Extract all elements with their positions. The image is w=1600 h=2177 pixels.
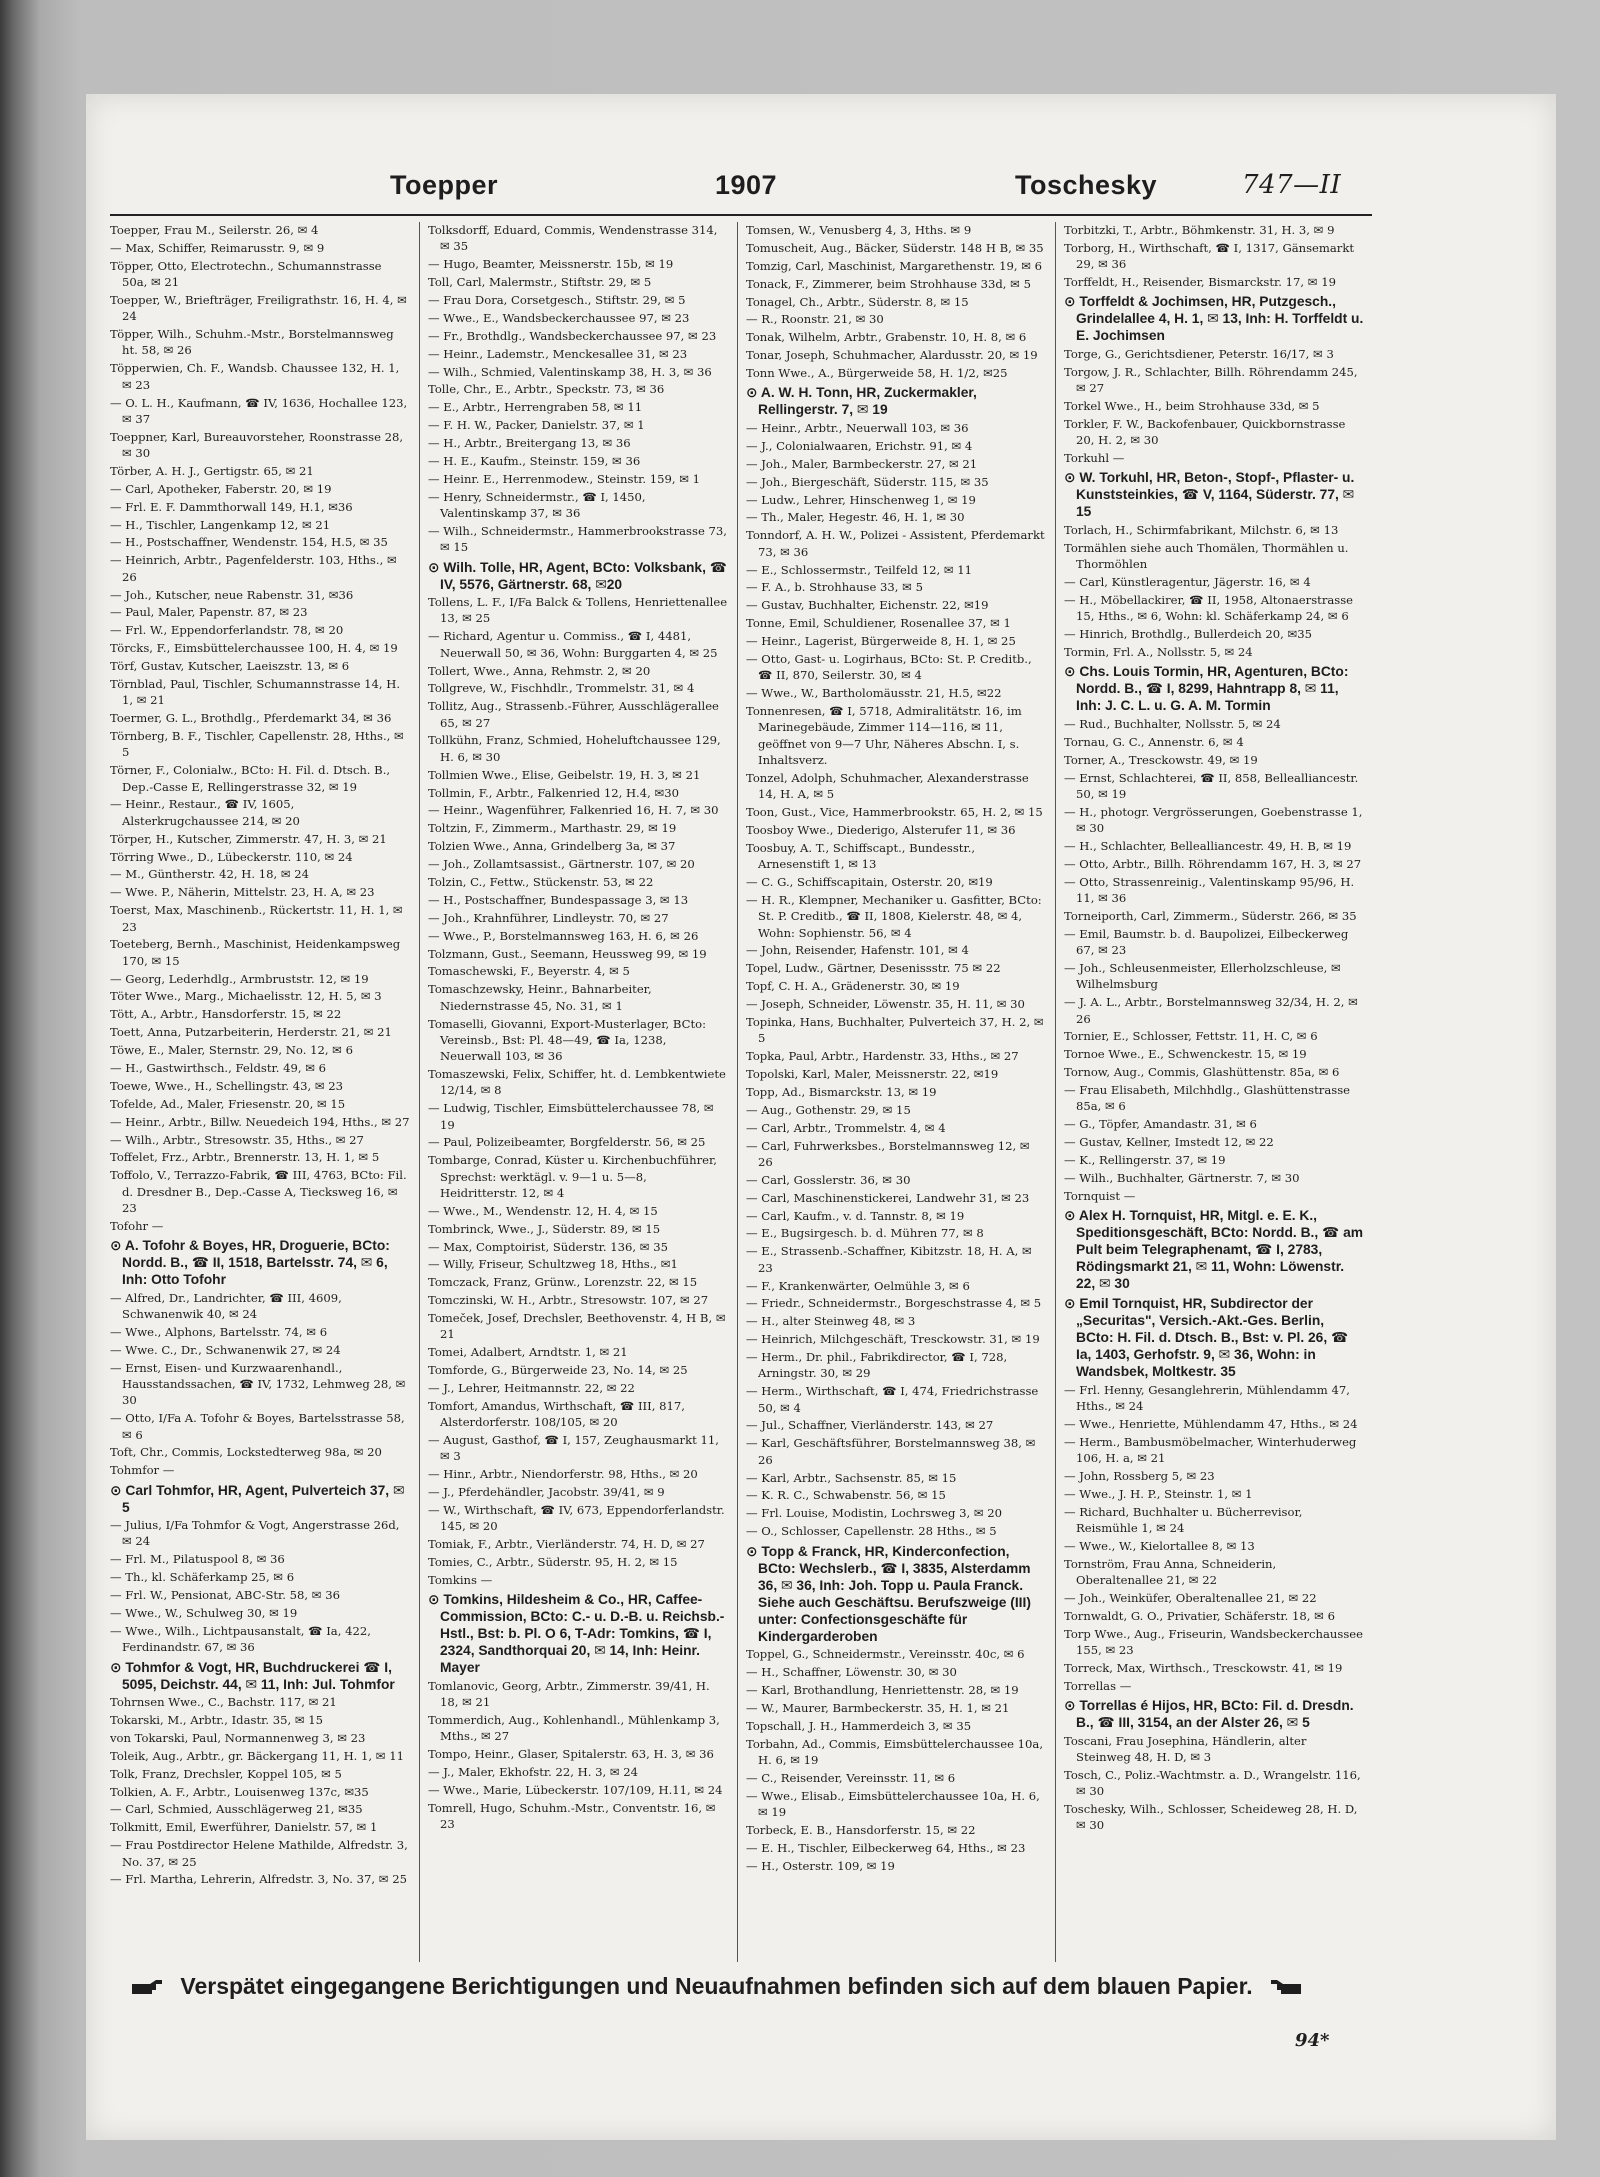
directory-entry: — Carl, Fuhrwerksbes., Borstelmannsweg 12, ✉ 26 [746,1138,1030,1169]
directory-entry: Toermer, G. L., Brothdlg., Pferdemarkt 34, ✉ 36 [110,711,392,726]
header-rule [110,214,1372,216]
directory-entry: Tomkins — [428,1573,493,1588]
page-number: 747—II [1242,170,1342,200]
directory-entry: Torreck, Max, Wirthsch., Tresckowstr. 41, ✉ 19 [1064,1661,1343,1676]
directory-entry: Tonagel, Ch., Arbtr., Süderstr. 8, ✉ 15 [746,294,969,309]
directory-entry: Tomzig, Carl, Maschinist, Margarethenstr. 19, ✉ 6 [746,258,1043,273]
directory-entry: Toscani, Frau Josephina, Händlerin, alter Steinweg 48, H. D, ✉ 3 [1064,1733,1307,1765]
directory-entry: — Wwe., Henriette, Mühlendamm 47, Hths., ✉ 24 [1064,1416,1358,1431]
footer-notice-text: Verspätet eingegangene Berichtigungen und Neuaufnahmen befinden sich auf dem blauen Papier. [180,1973,1253,2000]
directory-entry: Tolle, Chr., E., Arbtr., Speckstr. 73, ✉ 36 [428,382,665,397]
directory-entry: — Ludw., Lehrer, Hinschenweg 1, ✉ 19 [746,492,976,507]
directory-entry: — Henry, Schneidermstr., ☎ I, 1450, Valentinskamp 37, ✉ 36 [428,489,646,521]
directory-entry: — Joh., Zollamtsassist., Gärtnerstr. 107, ✉ 20 [428,857,695,872]
directory-entry: Tonn Wwe., A., Bürgerweide 58, H. 1/2, ✉25 [746,366,1008,381]
directory-entry: — Frau Dora, Corsetgesch., Stiftstr. 29, ✉ 5 [428,292,686,307]
directory-entry: Tomies, C., Arbtr., Süderstr. 95, H. 2, ✉ 15 [428,1555,678,1570]
directory-entry: — H. E., Kaufm., Steinstr. 159, ✉ 36 [428,453,641,468]
directory-entry: — Wilh., Arbtr., Stresowstr. 35, Hths., ✉ 27 [110,1132,364,1147]
directory-entry: — F. H. W., Packer, Danielstr. 37, ✉ 1 [428,418,645,433]
directory-entry: Törnblad, Paul, Tischler, Schumannstrasse 14, H. 1, ✉ 21 [110,677,401,708]
directory-entry: — Frl. W., Pensionat, ABC-Str. 58, ✉ 36 [110,1588,340,1603]
directory-entry: — H., Schlachter, Bellealliancestr. 49, H. B, ✉ 19 [1064,839,1352,853]
directory-entry: — Aug., Gothenstr. 29, ✉ 15 [746,1102,911,1117]
directory-entry: — Herm., Dr. phil., Fabrikdirector, ☎ I, 728, Arningstr. 30, ✉ 29 [746,1350,1008,1381]
directory-entry: Tokarski, M., Arbtr., Idastr. 35, ✉ 15 [110,1713,324,1727]
directory-entry: Tomeček, Josef, Drechsler, Beethovenstr. 4, H B, ✉ 21 [428,1311,726,1342]
directory-entry: Töter Wwe., Marg., Michaelisstr. 12, H. 5, ✉ 3 [110,989,382,1004]
directory-entry: Tomsen, W., Venusberg 4, 3, Hths. ✉ 9 [746,223,972,237]
directory-entry: Torlach, H., Schirmfabrikant, Milchstr. 6, ✉ 13 [1064,523,1339,538]
directory-entry: — E., Arbtr., Herrengraben 58, ✉ 11 [428,400,643,415]
page-content [110,150,1372,2060]
directory-entry: Toltzin, F., Zimmerm., Marthastr. 29, ✉ 19 [428,821,677,836]
directory-entry: — Herm., Bambusmöbelmacher, Winterhuderweg 106, H. a, ✉ 21 [1064,1434,1357,1466]
directory-entry: — Joh., Maler, Barmbeckerstr. 27, ✉ 21 [746,456,978,471]
directory-entry: — Paul, Polizeibeamter, Borgfelderstr. 56, ✉ 25 [428,1135,706,1150]
directory-entry: — Wwe., M., Wendenstr. 12, H. 4, ✉ 15 [428,1203,658,1218]
directory-entry: Torkel Wwe., H., beim Strohhause 33d, ✉ 5 [1064,399,1320,414]
directory-entry: Tonar, Joseph, Schuhmacher, Alardusstr. 20, ✉ 19 [746,348,1038,363]
directory-entry: — Ludwig, Tischler, Eimsbüttelerchaussee 78, ✉ 19 [428,1101,714,1132]
directory-entry: Tofelde, Ad., Maler, Friesenstr. 20, ✉ 15 [110,1096,346,1111]
footer-notice [130,1972,1360,2012]
directory-entry: — Rud., Buchhalter, Nollsstr. 5, ✉ 24 [1064,716,1281,731]
directory-entry: — Wwe., E., Wandsbeckerchaussee 97, ✉ 23 [428,310,690,325]
directory-entry: — H., Möbellackirer, ☎ II, 1958, Altonaerstrasse 15, Hths., ✉ 6, Wohn: kl. Schäferkamp 24, ✉ 6 [1064,592,1354,624]
directory-entry: Törnberg, B. F., Tischler, Capellenstr. 28, Hths., ✉ 5 [110,729,404,760]
directory-entry: — Wilh., Schneidermstr., Hammerbrookstrasse 73, ✉ 15 [428,523,727,555]
directory-entry: — Richard, Buchhalter u. Bücherrevisor, Reismühle 1, ✉ 24 [1064,1504,1303,1536]
directory-entry: Toffelet, Frz., Arbtr., Brennerstr. 13, H. 1, ✉ 5 [110,1150,380,1165]
directory-entry: Tomaschewski, F., Beyerstr. 4, ✉ 5 [428,964,630,979]
directory-entry: Tomfort, Amandus, Wirthschaft, ☎ III, 817, Alsterdorferstr. 108/105, ✉ 20 [428,1398,685,1430]
directory-entry: Tolkien, A. F., Arbtr., Louisenweg 137c, ✉35 [110,1784,369,1799]
directory-entry: — Ernst, Eisen- und Kurzwaarenhandl., Hausstandssachen, ☎ IV, 1732, Lehmweg 28, ✉ 30 [110,1360,406,1408]
directory-entry: Tonnenresen, ☎ I, 5718, Admiralitätstr. 16, im Marinegebäude, Zimmer 114—116, ✉ 11, geöffnet von 9—7 Uhr, Näheres Abschn. I, s. Inhaltsverz. [746,704,1022,767]
directory-entry: Tollens, L. F., I/Fa Balck & Tollens, Henriettenallee 13, ✉ 25 [428,595,728,626]
directory-entry: — Joh., Krahnführer, Lindleystr. 70, ✉ 27 [428,910,669,925]
directory-entry: Tornier, E., Schlosser, Fettstr. 11, H. C, ✉ 6 [1064,1029,1318,1044]
directory-entry: Toosbuy, A. T., Schiffscapt., Bundesstr., Arnesenstift 1, ✉ 13 [746,840,976,872]
directory-entry: ⊙ Alex H. Tornquist, HR, Mitgl. e. E. K., Speditionsgeschäft, BCto: Nordd. B., ☎ am Pult beim Telegraphenamt, ☎ I, 2783, Rödingsmarkt 21, ✉ 11, Wohn: Löwenstr. 22, ✉ 30 [1064,1208,1364,1292]
directory-entry: — Carl, Arbtr., Trommelstr. 4, ✉ 4 [746,1120,946,1135]
directory-entry: ⊙ Tohmfor & Vogt, HR, Buchdruckerei ☎ I, 5095, Deichstr. 44, ✉ 11, Inh: Jul. Tohmfor [110,1659,395,1692]
directory-entry: ⊙ Torffeldt & Jochimsen, HR, Putzgesch., Grindelallee 4, H. 1, ✉ 13, Inh: H. Torffeldt u. E. Jochimsen [1064,294,1364,344]
directory-entry: Tolk, Franz, Drechsler, Koppel 105, ✉ 5 [110,1766,342,1781]
column-divider [737,222,738,1962]
directory-entry: — Hugo, Beamter, Meissnerstr. 15b, ✉ 19 [428,257,674,272]
directory-entry: — Richard, Agentur u. Commiss., ☎ I, 4481, Neuerwall 50, ✉ 36, Wohn: Burggarten 4, ✉ 25 [428,629,718,660]
directory-entry: — Heinr., Wagenführer, Falkenried 16, H. 7, ✉ 30 [428,803,719,818]
directory-entry: — Wwe., Wilh., Lichtpausanstalt, ☎ Ia, 422, Ferdinandstr. 67, ✉ 36 [110,1623,371,1655]
directory-entry: — Friedr., Schneidermstr., Borgeschstrasse 4, ✉ 5 [746,1296,1042,1311]
directory-entry: Tolzien Wwe., Anna, Grindelberg 3a, ✉ 37 [428,839,676,854]
directory-entry: Tonndorf, A. H. W., Polizei - Assistent, Pferdemarkt 73, ✉ 36 [746,528,1045,559]
directory-entry: Toffolo, V., Terrazzo-Fabrik, ☎ III, 4763, BCto: Fil. d. Dresdner B., Dep.-Casse A, Tiecksweg 16, ✉ 23 [110,1168,407,1215]
directory-entry: — Alfred, Dr., Landrichter, ☎ III, 4609, Schwanenwik 40, ✉ 24 [110,1290,342,1322]
directory-entry: Tollert, Wwe., Anna, Rehmstr. 2, ✉ 20 [428,663,651,678]
directory-entry: — Wwe., W., Bartholomäusstr. 21, H.5, ✉22 [746,686,1002,701]
directory-entry: — Karl, Arbtr., Sachsenstr. 85, ✉ 15 [746,1470,957,1485]
directory-entry: — Joseph, Schneider, Löwenstr. 35, H. 11, ✉ 30 [746,997,1025,1012]
directory-entry: — H., Gastwirthsch., Feldstr. 49, ✉ 6 [110,1061,327,1076]
directory-entry: — John, Rossberg 5, ✉ 23 [1064,1469,1215,1483]
directory-entry: — H., Postschaffner, Wendenstr. 154, H.5, ✉ 35 [110,535,388,550]
directory-entry: Törner, F., Colonialw., BCto: H. Fil. d. Dtsch. B., Dep.-Casse E, Rellingerstrasse 32, ✉ 19 [110,763,391,794]
directory-entry: Tornwaldt, G. O., Privatier, Schäferstr. 18, ✉ 6 [1064,1608,1335,1623]
directory-entry: Tolzmann, Gust., Seemann, Heussweg 99, ✉ 19 [428,946,707,961]
directory-entry: Toosboy Wwe., Diederigo, Alsterufer 11, ✉ 36 [746,822,1016,837]
directory-entry: Tohrnsen Wwe., C., Bachstr. 117, ✉ 21 [110,1695,337,1710]
directory-entry: Tollmin, F., Arbtr., Falkenried 12, H.4, ✉30 [428,785,679,800]
directory-entry: Tomiak, F., Arbtr., Vierländerstr. 74, H. D, ✉ 27 [428,1537,705,1552]
directory-entry: — C. G., Schiffscapitain, Osterstr. 20, ✉19 [746,875,993,890]
directory-entry: — Heinr., Lagerist, Bürgerweide 8, H. 1, ✉ 25 [746,634,1016,649]
directory-entry: — Wwe., Elisab., Eimsbüttelerchaussee 10a, H. 6, ✉ 19 [746,1788,1040,1819]
directory-entry: — E. H., Tischler, Eilbeckerweg 64, Hths., ✉ 23 [746,1840,1026,1855]
directory-entry: Topinka, Hans, Buchhalter, Pulverteich 37, H. 2, ✉ 5 [746,1014,1044,1046]
directory-entry: Töpper, Otto, Electrotechn., Schumannstrasse 50a, ✉ 21 [110,258,382,290]
directory-entry: ⊙ A. W. H. Tonn, HR, Zuckermakler, Rellingerstr. 7, ✉ 19 [746,385,977,418]
directory-entry: Toeteberg, Bernh., Maschinist, Heidenkampsweg 170, ✉ 15 [110,937,401,968]
directory-entry: Torffeldt, H., Reisender, Bismarckstr. 17, ✉ 19 [1064,275,1336,290]
directory-entry: — E., Bugsirgesch. b. d. Mühren 77, ✉ 8 [746,1226,984,1241]
directory-entry: — Julius, I/Fa Tohmfor & Vogt, Angerstrasse 26d, ✉ 24 [110,1518,400,1549]
directory-entry: Torbitzki, T., Arbtr., Böhmkenstr. 31, H. 3, ✉ 9 [1064,223,1335,237]
directory-entry: — Max, Comptoirist, Süderstr. 136, ✉ 35 [428,1239,668,1254]
directory-entry: ⊙ Carl Tohmfor, HR, Agent, Pulverteich 37, ✉ 5 [110,1482,405,1515]
directory-entry: Tollkühn, Franz, Schmied, Hoheluftchaussee 129, H. 6, ✉ 30 [428,733,721,764]
directory-entry: Tornquist — [1064,1188,1136,1203]
column-1 [110,222,410,1962]
directory-entry: — H., Tischler, Langenkamp 12, ✉ 21 [110,517,331,532]
directory-entry: Tomuscheit, Aug., Bäcker, Süderstr. 148 H B, ✉ 35 [746,240,1044,255]
directory-entry: Tollitz, Aug., Strassenb.-Führer, Ausschlägerallee 65, ✉ 27 [428,699,719,730]
directory-entry: — Frl. M., Pilatuspool 8, ✉ 36 [110,1552,285,1567]
directory-entry: Tomaszewski, Felix, Schiffer, ht. d. Lembkentwiete 12/14, ✉ 8 [428,1067,726,1098]
directory-entry: Toepper, Frau M., Seilerstr. 26, ✉ 4 [110,223,319,237]
directory-entry: Tolzin, C., Fettw., Stückenstr. 53, ✉ 22 [428,875,654,890]
directory-entry: — C., Reisender, Vereinsstr. 11, ✉ 6 [746,1770,956,1785]
directory-entry: Tonak, Wilhelm, Arbtr., Grabenstr. 10, H. 8, ✉ 6 [746,330,1027,345]
directory-entry: — H., Postschaffner, Bundespassage 3, ✉ 13 [428,892,689,907]
directory-entry: Toett, Anna, Putzarbeiterin, Herderstr. 21, ✉ 21 [110,1025,392,1040]
directory-entry: — M., Güntherstr. 42, H. 18, ✉ 24 [110,867,310,882]
directory-entry: — Willy, Friseur, Schultzweg 18, Hths., ✉1 [428,1257,678,1272]
header-year: 1907 [715,170,778,200]
directory-entry: — Otto, Gast- u. Logirhaus, BCto: St. P. Creditb., ☎ II, 870, Seilerstr. 30, ✉ 4 [746,652,1032,683]
directory-entry: — Heinr., Lademstr., Menckesallee 31, ✉ 23 [428,346,688,361]
directory-entry: — Hinr., Arbtr., Niendorferstr. 98, Hths., ✉ 20 [428,1467,698,1482]
directory-entry: ⊙ W. Torkuhl, HR, Beton-, Stopf-, Pflaster- u. Kunststeinkies, ☎ V, 1164, Süderstr. 77, ✉ 15 [1064,470,1355,520]
directory-entry: — Wwe. P., Näherin, Mittelstr. 23, H. A, ✉ 23 [110,885,375,900]
directory-entry: — Heinrich, Arbtr., Pagenfelderstr. 103, Hths., ✉ 26 [110,553,397,584]
directory-entry: — John, Reisender, Hafenstr. 101, ✉ 4 [746,943,969,958]
directory-entry: — J. A. L., Arbtr., Borstelmannsweg 32/34, H. 2, ✉ 26 [1064,995,1358,1026]
directory-entry: — Carl, Maschinenstickerei, Landwehr 31, ✉ 23 [746,1190,1030,1205]
directory-entry: ⊙ A. Tofohr & Boyes, HR, Droguerie, BCto: Nordd. B., ☎ II, 1518, Bartelsstr. 74, ✉ 6, Inh: Otto Tofohr [110,1238,390,1288]
directory-entry: Törber, A. H. J., Gertigstr. 65, ✉ 21 [110,463,314,478]
directory-entry: Torner, A., Tresckowstr. 49, ✉ 19 [1064,752,1258,767]
directory-entry: — Frau Elisabeth, Milchhdlg., Glashüttenstrasse 85a, ✉ 6 [1064,1083,1351,1114]
entry-columns [110,222,1372,1962]
directory-entry: — O., Schlosser, Capellenstr. 28 Hths., ✉ 5 [746,1524,997,1539]
column-divider [1055,222,1056,1962]
directory-entry: — Ernst, Schlachterei, ☎ II, 858, Bellealliancestr. 50, ✉ 19 [1064,770,1359,801]
directory-entry: — Carl, Schmied, Ausschlägerweg 21, ✉35 [110,1802,363,1817]
directory-entry: ⊙ Torrellas é Hijos, HR, BCto: Fil. d. Dresdn. B., ☎ III, 3154, an der Alster 26, ✉ 5 [1064,1698,1354,1731]
running-header [110,170,1372,220]
directory-entry: Torrellas — [1064,1678,1132,1693]
directory-entry: Tomrell, Hugo, Schuhm.-Mstr., Conventstr. 16, ✉ 23 [428,1801,716,1832]
directory-entry: Tombrinck, Wwe., J., Süderstr. 89, ✉ 15 [428,1221,661,1236]
directory-entry: Torgow, J. R., Schlachter, Billh. Röhrendamm 245, ✉ 27 [1064,364,1358,396]
directory-entry: Törper, H., Kutscher, Zimmerstr. 47, H. 3, ✉ 21 [110,831,387,846]
directory-entry: Tornow, Aug., Commis, Glashüttenstr. 85a, ✉ 6 [1064,1065,1340,1080]
directory-entry: Tomaselli, Giovanni, Export-Musterlager, BCto: Vereinsb., Bst: Pl. 48—49, ☎ Ia, 1238, Neuerwall 103, ✉ 36 [428,1016,707,1064]
directory-entry: — J., Lehrer, Heitmannstr. 22, ✉ 22 [428,1381,635,1396]
directory-entry: — Carl, Kaufm., v. d. Tannstr. 8, ✉ 19 [746,1208,965,1223]
directory-entry: Töpper, Wilh., Schuhm.-Mstr., Borstelmannsweg ht. 58, ✉ 26 [110,327,394,358]
directory-entry: Topolski, Karl, Maler, Meissnerstr. 22, ✉19 [746,1067,999,1082]
directory-entry: Tonack, F., Zimmerer, beim Strohhause 33d, ✉ 5 [746,276,1031,291]
directory-entry: — J., Colonialwaaren, Erichstr. 91, ✉ 4 [746,438,973,453]
directory-entry: Tormin, Frl. A., Nollsstr. 5, ✉ 24 [1064,645,1253,660]
pointing-hand-right-icon [130,1978,166,1996]
directory-entry: — H., Arbtr., Breitergang 13, ✉ 36 [428,436,631,451]
directory-entry: — Heinr. E., Herrenmodew., Steinstr. 159, ✉ 1 [428,471,700,486]
directory-entry: — H., photogr. Vergrösserungen, Goebenstrasse 1, ✉ 30 [1064,804,1363,836]
directory-entry: Topschall, J. H., Hammerdeich 3, ✉ 35 [746,1718,972,1733]
directory-entry: — Wwe., W., Kielortallee 8, ✉ 13 [1064,1538,1255,1553]
directory-entry: — Wwe. C., Dr., Schwanenwik 27, ✉ 24 [110,1342,341,1357]
directory-entry: Torp Wwe., Aug., Friseurin, Wandsbeckerchaussee 155, ✉ 23 [1064,1626,1364,1658]
directory-entry: Tolkmitt, Emil, Ewerführer, Danielstr. 57, ✉ 1 [110,1820,378,1835]
directory-entry: — Georg, Lederhdlg., Armbruststr. 12, ✉ 19 [110,971,369,986]
directory-entry: Töwe, E., Maler, Sternstr. 29, No. 12, ✉ 6 [110,1043,353,1058]
directory-entry: — Joh., Schleusenmeister, Ellerholzschleuse, ✉ Wilhelmsburg [1064,961,1341,992]
directory-entry: Törcks, F., Eimsbüttelerchaussee 100, H. 4, ✉ 19 [110,641,398,656]
directory-entry: Tomczack, Franz, Grünw., Lorenzstr. 22, ✉ 15 [428,1275,698,1290]
directory-entry: Topel, Ludw., Gärtner, Desenissstr. 75 ✉ 22 [746,961,1001,976]
directory-entry: Tompo, Heinr., Glaser, Spitalerstr. 63, H. 3, ✉ 36 [428,1747,714,1762]
directory-entry: ⊙ Emil Tornquist, HR, Subdirector der „Securitas", Versich.-Akt.-Ges. Berlin, BCto: H. Fil. d. Dtsch. B., Bst: v. Pl. 26, ☎ Ia, 1403, Gerhofstr. 9, ✉ 36, Wohn: in Wandsbek, Moltkestr. 35 [1064,1296,1349,1380]
directory-entry: Toll, Carl, Malermstr., Stiftstr. 29, ✉ 5 [428,275,652,290]
directory-entry: — E., Schlossermstr., Teilfeld 12, ✉ 11 [746,562,972,577]
directory-entry: — W., Maurer, Barmbeckerstr. 35, H. 1, ✉ 21 [746,1700,1010,1715]
directory-entry: Toewe, Wwe., H., Schellingstr. 43, ✉ 23 [110,1078,344,1093]
directory-entry: Tollmien Wwe., Elise, Geibelstr. 19, H. 3, ✉ 21 [428,767,701,782]
directory-entry: Toeppner, Karl, Bureauvorsteher, Roonstrasse 28, ✉ 30 [110,429,404,461]
directory-entry: — Hinrich, Brothdlg., Bullerdeich 20, ✉35 [1064,627,1312,642]
directory-entry: — Karl, Geschäftsführer, Borstelmannsweg 38, ✉ 26 [746,1436,1036,1467]
directory-entry: — Wwe., Marie, Lübeckerstr. 107/109, H.11, ✉ 24 [428,1783,723,1798]
directory-entry: — Gustav, Kellner, Imstedt 12, ✉ 22 [1064,1135,1274,1150]
directory-entry: Torge, G., Gerichtsdiener, Peterstr. 16/17, ✉ 3 [1064,346,1334,361]
directory-entry: Toppel, G., Schneidermstr., Vereinsstr. 40c, ✉ 6 [746,1647,1025,1662]
directory-entry: Toft, Chr., Commis, Lockstedterweg 98a, ✉ 20 [110,1445,382,1460]
directory-entry: — K., Rellingerstr. 37, ✉ 19 [1064,1153,1226,1168]
directory-entry: — Herm., Wirthschaft, ☎ I, 474, Friedrichstrasse 50, ✉ 4 [746,1384,1039,1415]
directory-entry: Tött, A., Arbtr., Hansdorferstr. 15, ✉ 22 [110,1007,342,1022]
directory-entry: Toon, Gust., Vice, Hammerbrookstr. 65, H. 2, ✉ 15 [746,805,1043,820]
column-4 [1064,222,1364,1962]
directory-entry: Toschesky, Wilh., Schlosser, Scheideweg 28, H. D, ✉ 30 [1064,1802,1358,1833]
directory-entry: ⊙ Tomkins, Hildesheim & Co., HR, Caffee-Commission, BCto: C.- u. D.-B. u. Reichsb.-Hstl., Bst: b. Pl. O 6, T-Adr: Tomkins, ☎ I, 2324, Sandthorquai 20, ✉ 14, Inh: Heinr. Mayer [428,1592,725,1676]
directory-entry: Tofohr — [110,1218,164,1233]
directory-entry: Tornoe Wwe., E., Schwenckestr. 15, ✉ 19 [1064,1047,1307,1062]
directory-entry: — Otto, Arbtr., Billh. Röhrendamm 167, H. 3, ✉ 27 [1064,856,1362,871]
directory-entry: — H., Osterstr. 109, ✉ 19 [746,1858,895,1873]
directory-entry: — Heinr., Arbtr., Billw. Neuedeich 194, Hths., ✉ 27 [110,1114,410,1129]
directory-entry: — Wilh., Schmied, Valentinskamp 38, H. 3, ✉ 36 [428,364,712,379]
directory-entry: — Frl. Martha, Lehrerin, Alfredstr. 3, No. 37, ✉ 25 [110,1872,407,1887]
directory-entry: — Wwe., J. H. P., Steinstr. 1, ✉ 1 [1064,1486,1253,1501]
directory-entry: — Heinrich, Milchgeschäft, Tresckowstr. 31, ✉ 19 [746,1332,1040,1347]
pointing-hand-left-icon [1267,1978,1303,1996]
directory-entry: Tonne, Emil, Schuldiener, Rosenallee 37, ✉ 1 [746,616,1011,631]
directory-entry: Tomforde, G., Bürgerweide 23, No. 14, ✉ 25 [428,1363,688,1378]
directory-entry: Toerst, Max, Maschinenb., Rückertstr. 11, H. 1, ✉ 23 [110,903,403,934]
directory-entry: — H., Schaffner, Löwenstr. 30, ✉ 30 [746,1665,957,1679]
directory-entry: Torbeck, E. B., Hansdorferstr. 15, ✉ 22 [746,1822,976,1837]
directory-entry: — K. R. C., Schwabenstr. 56, ✉ 15 [746,1488,946,1503]
directory-entry: Topka, Paul, Arbtr., Hardenstr. 33, Hths., ✉ 27 [746,1049,1019,1064]
directory-entry: — Max, Schiffer, Reimarusstr. 9, ✉ 9 [110,240,325,255]
directory-entry: Torneiporth, Carl, Zimmerm., Süderstr. 266, ✉ 35 [1064,908,1357,923]
directory-entry: — G., Töpfer, Amandastr. 31, ✉ 6 [1064,1117,1257,1132]
directory-entry: — Carl, Künstleragentur, Jägerstr. 16, ✉ 4 [1064,575,1311,590]
directory-entry: von Tokarski, Paul, Normannenweg 3, ✉ 23 [110,1730,366,1745]
directory-entry: Torkuhl — [1064,451,1125,466]
directory-entry: — Carl, Apotheker, Faberstr. 20, ✉ 19 [110,481,332,496]
directory-entry: Topf, C. H. A., Grädenerstr. 30, ✉ 19 [746,979,960,994]
directory-entry: Tosch, C., Poliz.-Wachtmstr. a. D., Wrangelstr. 116, ✉ 30 [1064,1767,1361,1799]
directory-entry: Törf, Gustav, Kutscher, Laeiszstr. 13, ✉ 6 [110,659,350,674]
directory-entry: — Carl, Gosslerstr. 36, ✉ 30 [746,1172,911,1187]
directory-entry: — W., Wirthschaft, ☎ IV, 673, Eppendorferlandstr. 145, ✉ 20 [428,1503,725,1534]
directory-entry: — F. A., b. Strohhause 33, ✉ 5 [746,580,923,595]
directory-entry: Tornström, Frau Anna, Schneiderin, Oberaltenallee 21, ✉ 22 [1064,1556,1277,1588]
printer-signature: 94* [1295,2030,1330,2051]
directory-entry: Tollgreve, W., Fischhdlr., Trommelstr. 31, ✉ 4 [428,681,695,696]
directory-entry: — August, Gasthof, ☎ I, 157, Zeughausmarkt 11, ✉ 3 [428,1433,719,1464]
directory-entry: — Frl. W., Eppendorferlandstr. 78, ✉ 20 [110,623,344,638]
directory-entry: Tonzel, Adolph, Schuhmacher, Alexanderstrasse 14, H. A, ✉ 5 [746,770,1029,802]
directory-entry: — Frl. E. F. Dammthorwall 149, H.1, ✉36 [110,499,353,514]
directory-entry: — Th., kl. Schäferkamp 25, ✉ 6 [110,1570,295,1585]
directory-entry: — Jul., Schaffner, Vierländerstr. 143, ✉ 27 [746,1418,994,1433]
directory-entry: Toleik, Aug., Arbtr., gr. Bäckergang 11, H. 1, ✉ 11 [110,1748,404,1763]
directory-entry: Torkler, F. W., Backofenbauer, Quickbornstrasse 20, H. 2, ✉ 30 [1064,416,1346,448]
directory-entry: Topp, Ad., Bismarckstr. 13, ✉ 19 [746,1084,937,1099]
directory-entry: — Fr., Brothdlg., Wandsbeckerchaussee 97, ✉ 23 [428,328,717,343]
directory-entry: Tolksdorff, Eduard, Commis, Wendenstrasse 314, ✉ 35 [428,223,718,254]
directory-entry: — Gustav, Buchhalter, Eichenstr. 22, ✉19 [746,598,989,613]
directory-entry: Tombarge, Conrad, Küster u. Kirchenbuchführer, Sprechst: werktägl. v. 9—1 u. 5—8, Heidritterstr. 12, ✉ 4 [428,1153,717,1200]
directory-entry: — F., Krankenwärter, Oelmühle 3, ✉ 6 [746,1278,970,1293]
directory-entry: — Heinr., Arbtr., Neuerwall 103, ✉ 36 [746,421,969,436]
directory-entry: — Wwe., W., Schulweg 30, ✉ 19 [110,1606,298,1621]
directory-entry: ⊙ Chs. Louis Tormin, HR, Agenturen, BCto: Nordd. B., ☎ I, 8299, Hahntrapp 8, ✉ 11, Inh: J. C. L. u. G. A. M. Tormin [1064,664,1349,714]
directory-entry: — E., Strassenb.-Schaffner, Kibitzstr. 18, H. A, ✉ 23 [746,1244,1032,1275]
header-first-entry: Toepper [390,170,499,200]
directory-entry: Tomaschzewsky, Heinr., Bahnarbeiter, Niedernstrasse 45, No. 31, ✉ 1 [428,982,652,1013]
directory-entry: Torborg, H., Wirthschaft, ☎ I, 1317, Gänsemarkt 29, ✉ 36 [1064,240,1355,272]
directory-entry: Törring Wwe., D., Lübeckerstr. 110, ✉ 24 [110,849,353,864]
directory-entry: Tohmfor — [110,1463,175,1478]
directory-entry: — Frl. Louise, Modistin, Lochrsweg 3, ✉ 20 [746,1506,1003,1521]
directory-entry: — Frl. Henny, Gesanglehrerin, Mühlendamm 47, Hths., ✉ 24 [1064,1382,1350,1414]
directory-entry: — R., Roonstr. 21, ✉ 30 [746,312,884,327]
directory-entry: — Otto, I/Fa A. Tofohr & Boyes, Bartelsstrasse 58, ✉ 6 [110,1411,405,1442]
directory-entry: — Frau Postdirector Helene Mathilde, Alfredstr. 3, No. 37, ✉ 25 [110,1838,408,1869]
directory-entry: — Joh., Weinküfer, Oberaltenallee 21, ✉ 22 [1064,1591,1317,1606]
directory-entry: Tomczinski, W. H., Arbtr., Stresowstr. 107, ✉ 27 [428,1293,709,1308]
directory-entry: — Joh., Kutscher, neue Rabenstr. 31, ✉36 [110,587,354,602]
directory-entry: — Wwe., Alphons, Bartelsstr. 74, ✉ 6 [110,1324,328,1339]
directory-entry: — Paul, Maler, Papenstr. 87, ✉ 23 [110,605,308,620]
directory-entry: Tomlanovic, Georg, Arbtr., Zimmerstr. 39/41, H. 18, ✉ 21 [428,1679,710,1710]
directory-entry: — O. L. H., Kaufmann, ☎ IV, 1636, Hochallee 123, ✉ 37 [110,395,408,426]
directory-entry: — J., Pferdehändler, Jacobstr. 39/41, ✉ 9 [428,1485,665,1500]
directory-entry: Torbahn, Ad., Commis, Eimsbüttelerchaussee 10a, H. 6, ✉ 19 [746,1736,1043,1767]
directory-entry: — Joh., Biergeschäft, Süderstr. 115, ✉ 35 [746,474,989,489]
column-2 [428,222,728,1962]
directory-entry: Töpperwien, Ch. F., Wandsb. Chaussee 132, H. 1, ✉ 23 [110,361,400,392]
column-3 [746,222,1046,1962]
directory-entry: Tornau, G. C., Annenstr. 6, ✉ 4 [1064,734,1244,749]
directory-entry: — Emil, Baumstr. b. d. Baupolizei, Eilbeckerweg 67, ✉ 23 [1064,926,1349,958]
directory-entry: Tommerdich, Aug., Kohlenhandl., Mühlenkamp 3, Mths., ✉ 27 [428,1713,720,1744]
directory-entry: — Wwe., P., Borstelmannsweg 163, H. 6, ✉ 26 [428,928,699,943]
directory-entry: ⊙ Topp & Franck, HR, Kinderconfection, BCto: Wechslerb., ☎ I, 3835, Alsterdamm 36, ✉ 36, Inh: Joh. Topp u. Paula Franck. Siehe auch Geschäftsu. Berufszweige (III) unter: Confectionsgeschäfte für Kindergarderoben [746,1543,1031,1644]
column-divider [419,222,420,1962]
directory-entry: Toepper, W., Briefträger, Freiligrathstr. 16, H. 4, ✉ 24 [110,292,407,324]
directory-entry: — Karl, Brothandlung, Henriettenstr. 28, ✉ 19 [746,1682,1019,1697]
directory-entry: — H., alter Steinweg 48, ✉ 3 [746,1314,916,1329]
header-last-entry: Toschesky [1015,170,1158,200]
directory-entry: Tomei, Adalbert, Arndtstr. 1, ✉ 21 [428,1345,628,1360]
directory-entry: — J., Maler, Ekhofstr. 22, H. 3, ✉ 24 [428,1765,639,1780]
directory-entry: — Heinr., Restaur., ☎ IV, 1605, Alsterkrugchaussee 214, ✉ 20 [110,797,300,828]
directory-entry: — Wilh., Buchhalter, Gärtnerstr. 7, ✉ 30 [1064,1170,1300,1185]
directory-entry: ⊙ Wilh. Tolle, HR, Agent, BCto: Volksbank, ☎ IV, 5576, Gärtnerstr. 68, ✉20 [428,559,727,592]
directory-entry: Tormählen siehe auch Thomälen, Thormählen u. Thormöhlen [1064,540,1349,572]
directory-entry: — H. R., Klempner, Mechaniker u. Gasfitter, BCto: St. P. Creditb., ☎ II, 1808, Kielerstr. 48, ✉ 4, Wohn: Sophienstr. 56, ✉ 4 [746,892,1042,940]
directory-entry: — Th., Maler, Hegestr. 46, H. 1, ✉ 30 [746,510,965,525]
directory-entry: — Otto, Strassenreinig., Valentinskamp 95/96, H. 11, ✉ 36 [1064,874,1355,906]
